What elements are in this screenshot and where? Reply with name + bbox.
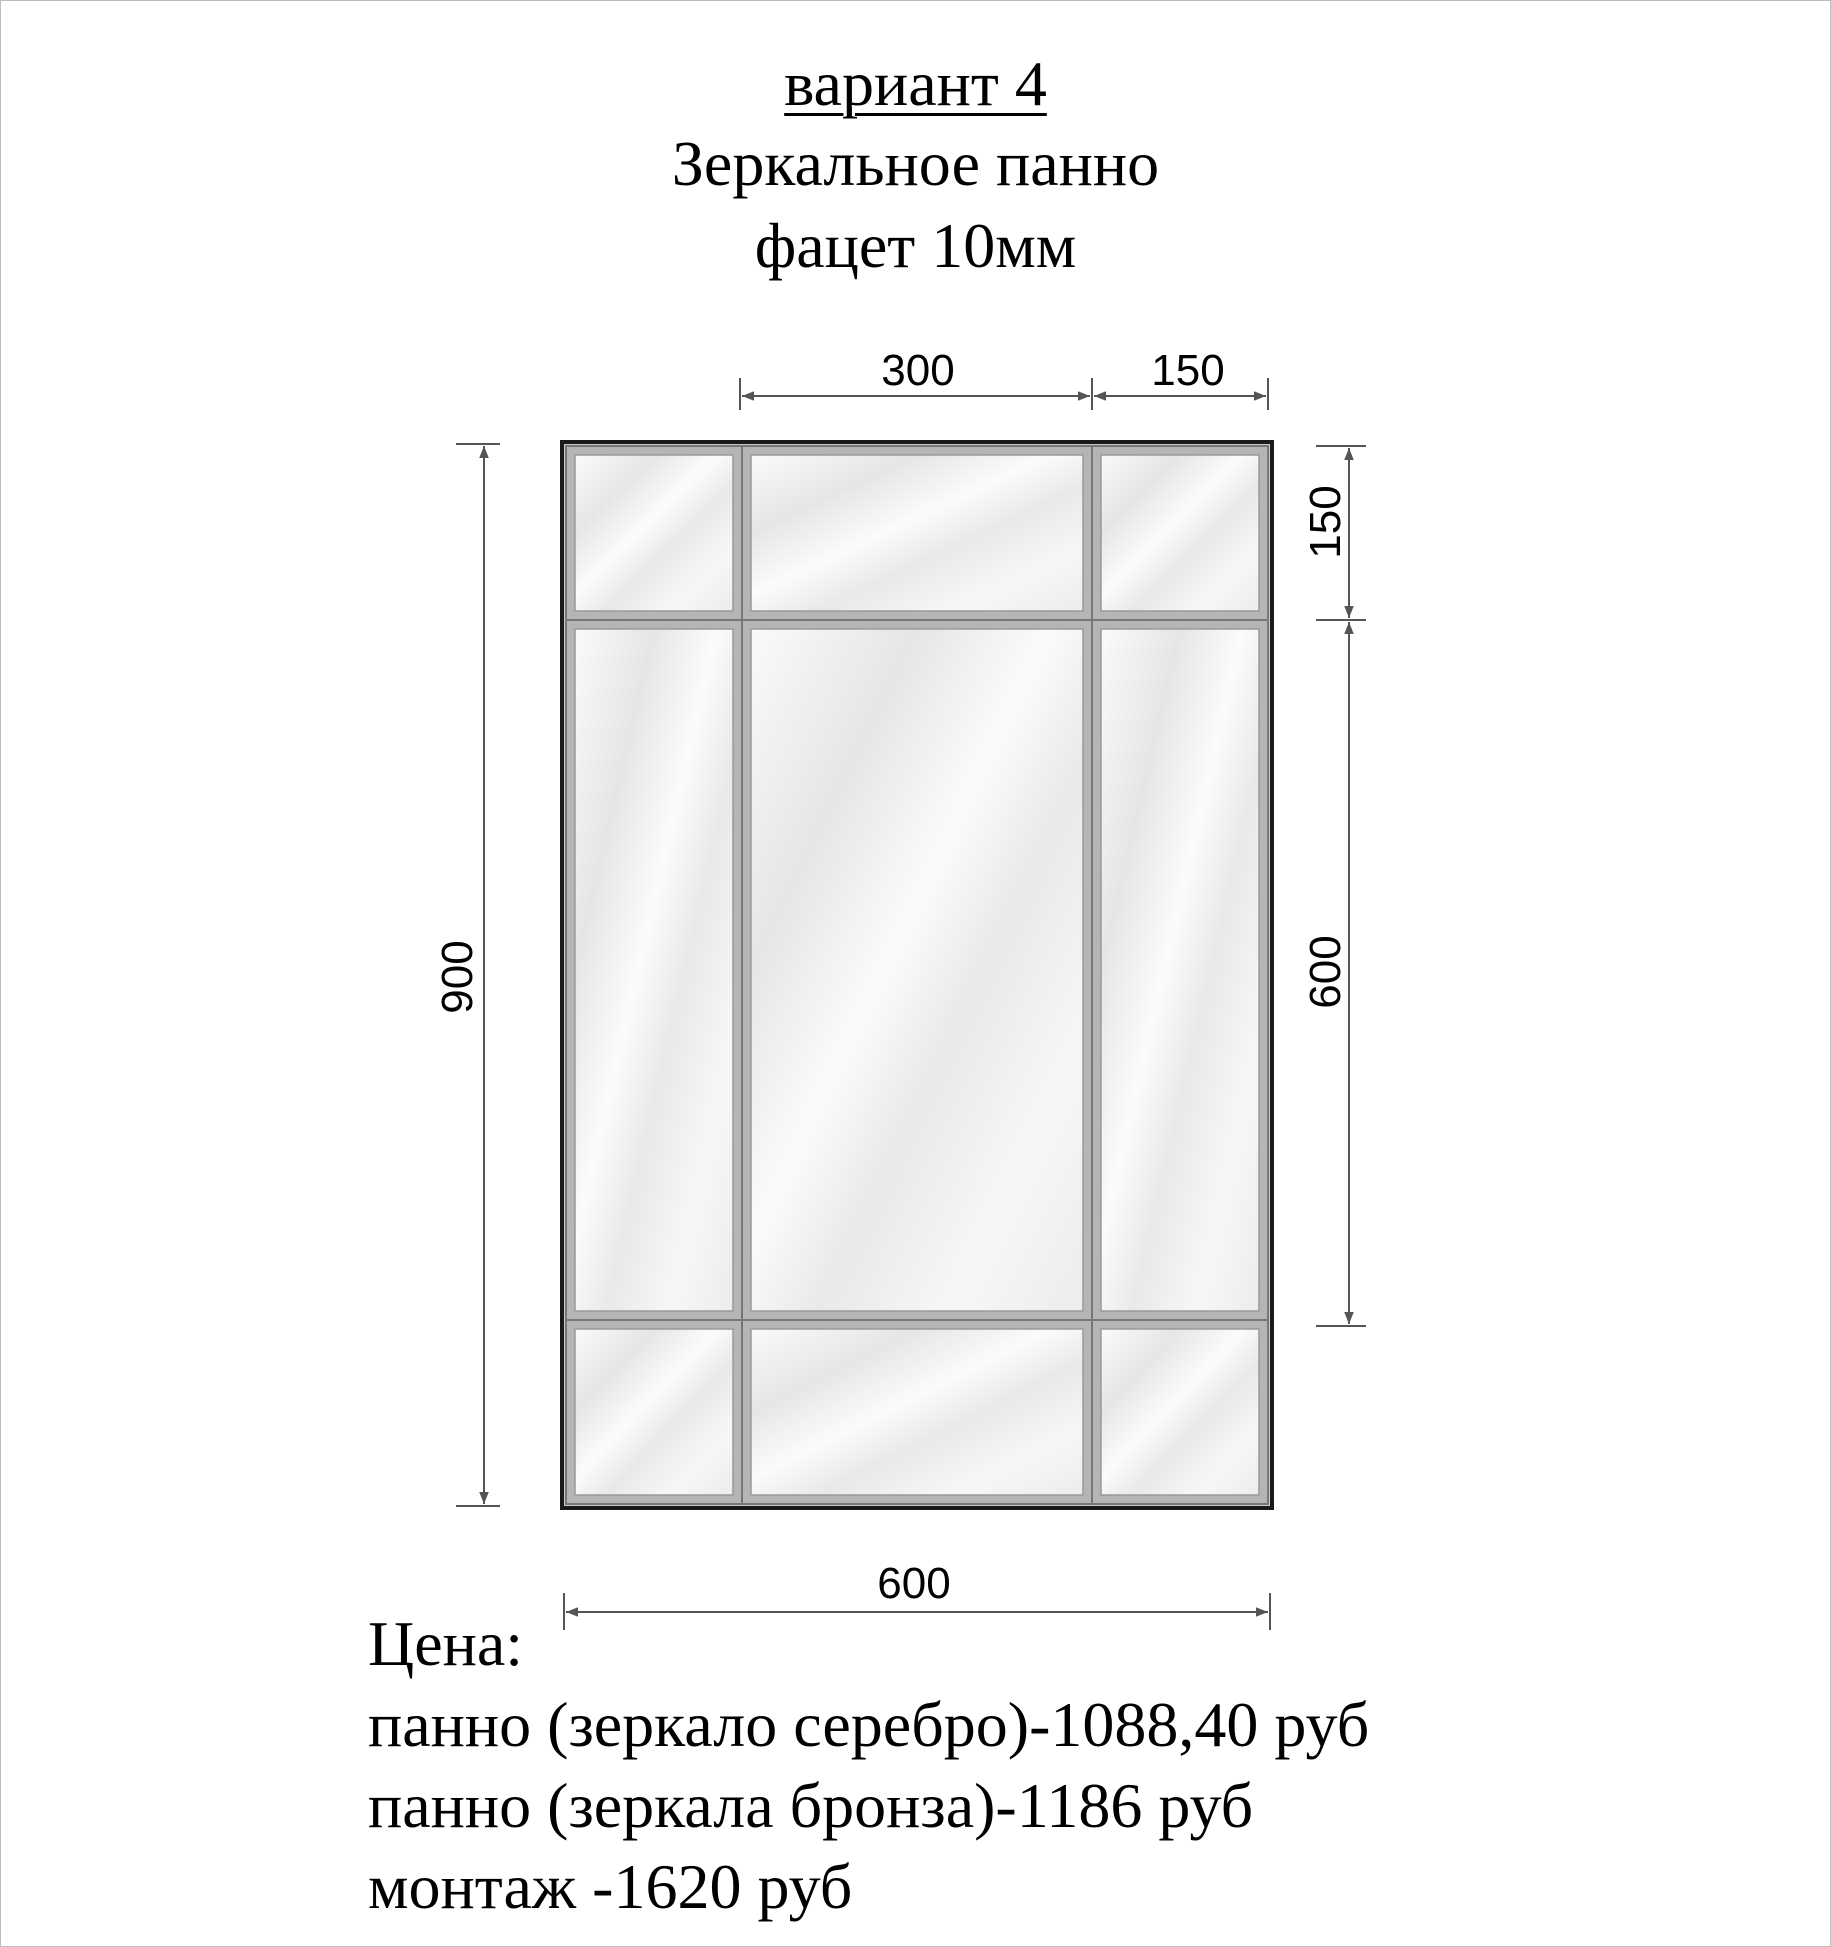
pane-top-left bbox=[566, 446, 742, 620]
pane-top-right bbox=[1092, 446, 1268, 620]
price-line-silver: панно (зеркало серебро)-1088,40 руб bbox=[368, 1689, 1370, 1760]
pane-middle-right bbox=[1092, 620, 1268, 1320]
product-title: Зеркальное панно bbox=[671, 128, 1160, 199]
pane-bottom-left bbox=[566, 1320, 742, 1504]
dim-label-150-right: 150 bbox=[1301, 485, 1350, 559]
price-line-bronze: панно (зеркала бронза)-1186 руб bbox=[368, 1770, 1254, 1841]
dim-label-600-right: 600 bbox=[1301, 935, 1350, 1009]
pane-middle-left bbox=[566, 620, 742, 1320]
mirror-panes bbox=[566, 446, 1268, 1504]
dim-label-600-bottom: 600 bbox=[877, 1559, 951, 1608]
pane-top-center bbox=[742, 446, 1092, 620]
pane-bottom-right bbox=[1092, 1320, 1268, 1504]
dim-label-900-left: 900 bbox=[433, 940, 482, 1014]
price-heading: Цена: bbox=[368, 1608, 524, 1679]
variant-title: вариант 4 bbox=[784, 48, 1047, 119]
price-line-installation: монтаж -1620 руб bbox=[368, 1851, 853, 1922]
dim-label-300: 300 bbox=[881, 346, 955, 395]
dim-label-150-top: 150 bbox=[1151, 346, 1225, 395]
facet-title: фацет 10мм bbox=[754, 210, 1077, 281]
pane-center bbox=[742, 620, 1092, 1320]
pane-bottom-center bbox=[742, 1320, 1092, 1504]
